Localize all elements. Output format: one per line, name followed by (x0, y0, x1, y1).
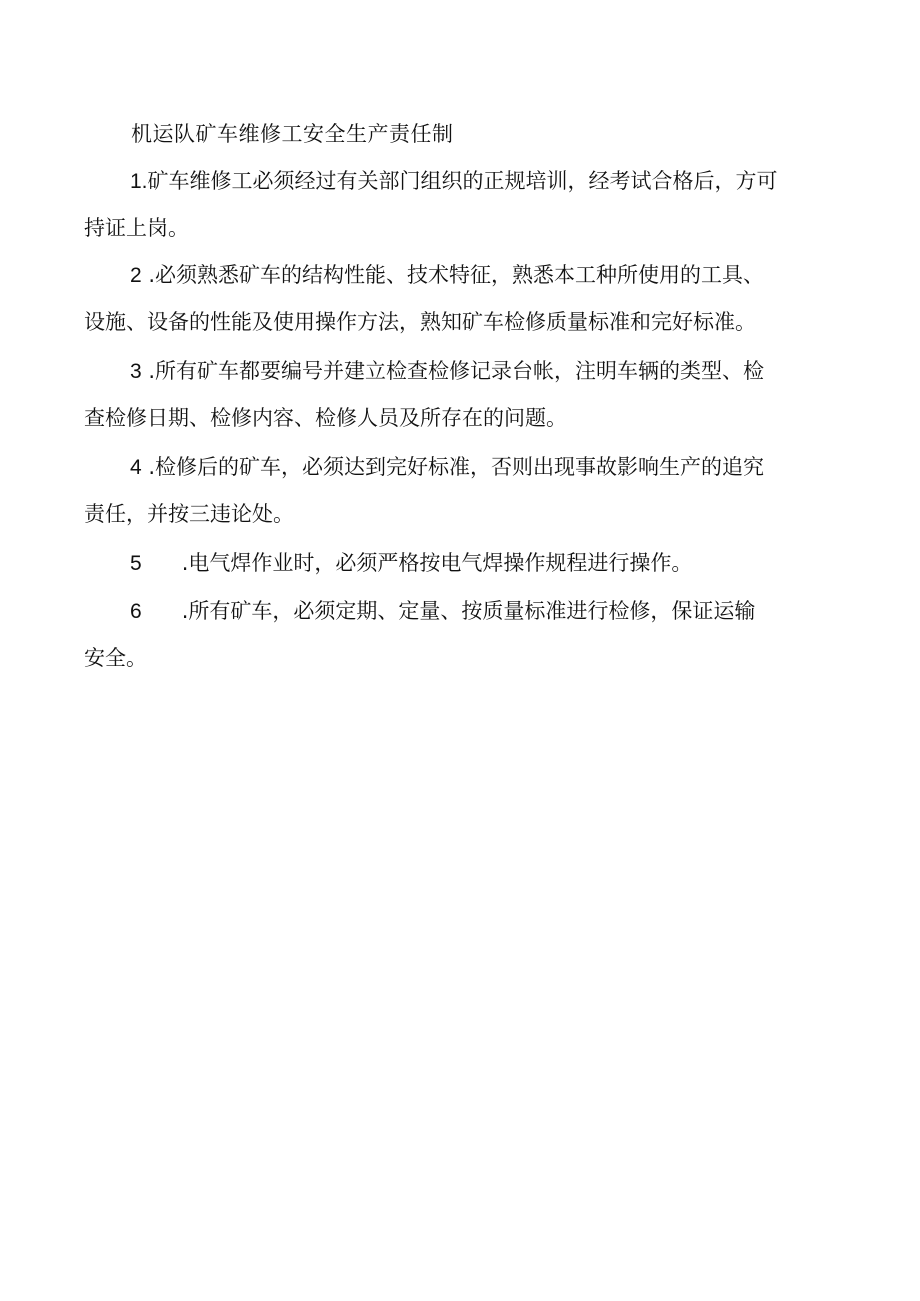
item-line (84, 252, 840, 299)
item-number: 5 (130, 552, 142, 575)
item-text: .检修后的矿车，必须达到完好标准，否则出现事故影响生产的追究 (148, 455, 765, 479)
document-title: 机运队矿车维修工安全生产责任制 (131, 122, 454, 146)
list-item (84, 540, 840, 587)
item-line (84, 348, 840, 395)
item-line (84, 540, 840, 587)
item-text: .所有矿车，必须定期、定量、按质量标准进行检修，保证运输 (181, 599, 756, 623)
list-item (84, 588, 840, 681)
list-item (84, 348, 840, 441)
item-line (84, 444, 840, 491)
item-number: 1. (130, 170, 148, 193)
item-number: 2 (130, 264, 142, 287)
list-item (84, 158, 840, 251)
item-text: .必须熟悉矿车的结构性能、技术特征，熟悉本工种所使用的工具、 (148, 263, 765, 287)
list-item (84, 444, 840, 537)
item-text: 矿车维修工必须经过有关部门组织的正规培训，经考试合格后，方可 (147, 169, 778, 193)
item-number: 6 (130, 600, 142, 623)
item-line (84, 588, 840, 635)
item-line: 持证上岗。 (84, 216, 189, 240)
item-line: 安全。 (84, 646, 147, 670)
list-item (84, 252, 840, 345)
item-text: .电气焊作业时，必须严格按电气焊操作规程进行操作。 (181, 551, 693, 575)
item-line (84, 158, 840, 205)
item-text: .所有矿车都要编号并建立检查检修记录台帐，注明车辆的类型、检 (148, 359, 765, 383)
item-line: 查检修日期、检修内容、检修人员及所存在的问题。 (84, 406, 567, 430)
item-line: 责任，并按三违论处。 (84, 502, 294, 526)
item-number: 4 (130, 456, 142, 479)
item-line: 设施、设备的性能及使用操作方法，熟知矿车检修质量标准和完好标准。 (84, 310, 756, 334)
item-number: 3 (130, 360, 142, 383)
